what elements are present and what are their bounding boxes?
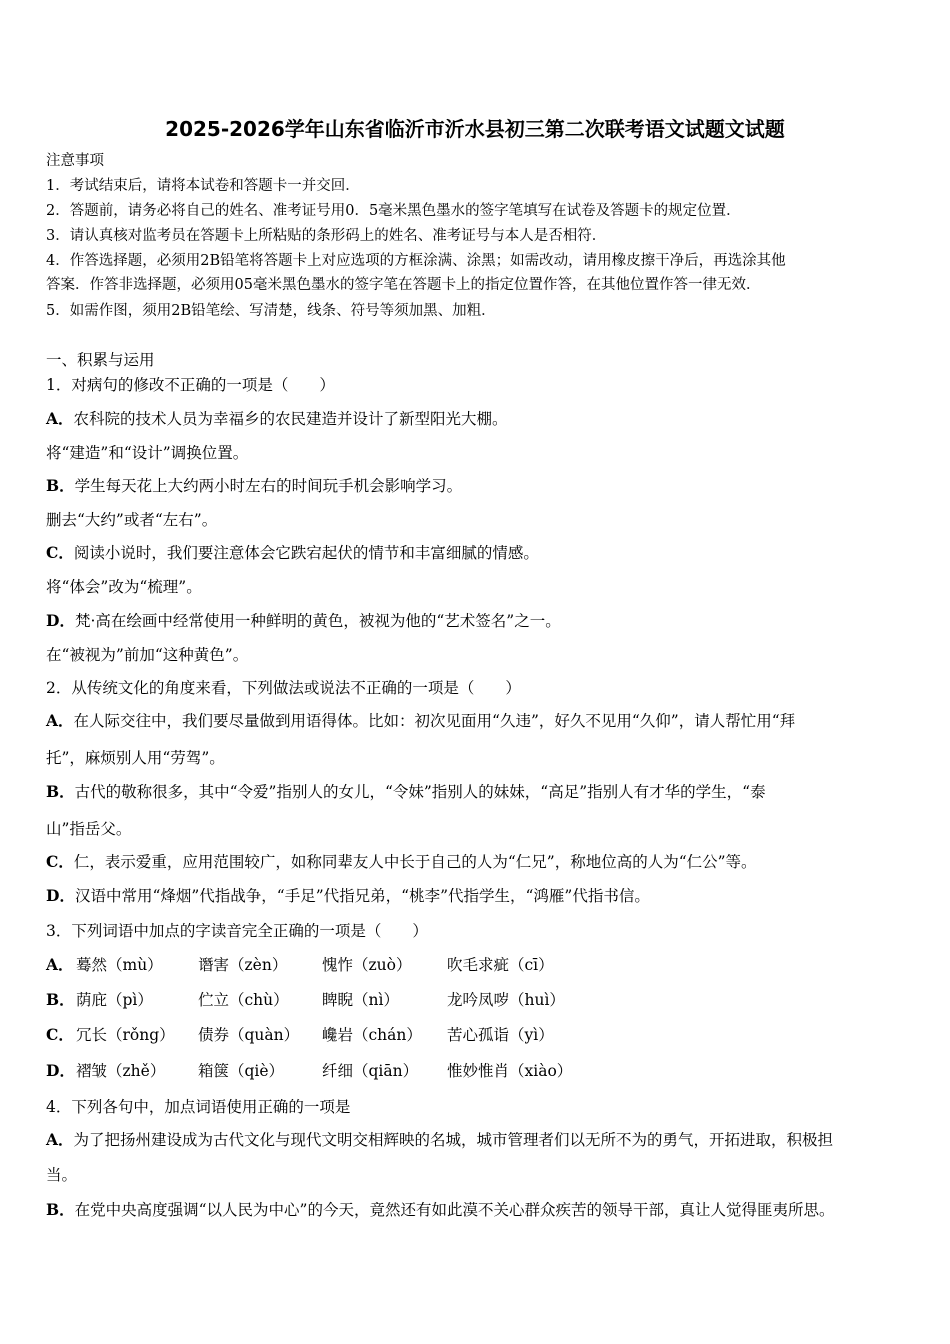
word-option: 龙吟凤哕（huì） [447,991,565,1009]
word-option: 睥睨（nì） [322,991,399,1009]
word-option: 惟妙惟肖（xiào） [447,1062,573,1080]
word-option: 债券（quàn） [198,1026,300,1044]
word-option: 伫立（chù） [198,991,289,1009]
word-option: 冗长（rǒng） [76,1026,175,1044]
question-line [46,510,217,530]
word-option: 箱箧（qiè） [198,1062,285,1080]
question-line [46,782,766,802]
question-line [46,886,650,906]
note-item: 答案．作答非选择题，必须用05毫米黑色墨水的签字笔在答题卡上的指定位置作答，在其他位置作答一律无效． [46,277,761,293]
option-text: 当。 [46,1166,78,1184]
word-option: 蓦然（mù） [76,956,163,974]
option-label: A． [46,711,74,730]
section-heading: 一、积累与运用 [46,351,155,369]
note-item: 1．考试结束后，请将本试卷和答题卡一并交回． [46,178,360,194]
option-text: 山”指岳父。 [46,820,132,838]
question-line [46,748,225,768]
word-option: 谮害（zèn） [198,956,288,974]
option-text: 在人际交往中，我们要尽量做到用语得体。比如：初次见面用“久违”，好久不见用“久仰”，请人帮忙用“拜 [73,712,796,730]
option-label: A． [46,1130,74,1149]
question-line [46,543,539,563]
note-item: 2．答题前，请务必将自己的姓名、准考证号用0．5毫米黑色墨水的签字笔填写在试卷及答题卡的规定位置． [46,203,741,219]
option-label: C． [46,852,74,871]
option-label: B． [46,1200,75,1219]
question-line [46,476,462,496]
question-stem: 2．从传统文化的角度来看，下列做法或说法不正确的一项是（ ） [46,679,521,697]
option-text: 阅读小说时，我们要注意体会它跌宕起伏的情节和丰富细腻的情感。 [73,544,539,562]
word-option: 纤细（qiān） [322,1062,419,1080]
option-label: C． [46,543,74,562]
question-stem: 4．下列各句中，加点词语使用正确的一项是 [46,1098,351,1116]
notes-heading: 注意事项 [46,153,104,169]
question-line [46,1200,834,1220]
option-text: 在“被视为”前加“这种黄色”。 [46,646,249,664]
option-text: 汉语中常用“烽烟”代指战争，“手足”代指兄弟，“桃李”代指学生，“鸿雁”代指书信。 [74,887,650,905]
question-line [46,577,202,597]
option-label: D． [46,1061,75,1080]
option-text: 将“体会”改为“梳理”。 [46,578,202,596]
option-text: 学生每天花上大约两小时左右的时间玩手机会影响学习。 [74,477,463,495]
word-option: 褶皱（zhě） [76,1062,166,1080]
word-option: 苦心孤诣（yì） [447,1026,554,1044]
question-line [46,852,757,872]
word-option: 巉岩（chán） [322,1026,422,1044]
option-text: 删去“大约”或者“左右”。 [46,511,218,529]
question-line [46,611,561,631]
question-line [46,1130,833,1150]
question-stem: 1．对病句的修改不正确的一项是（ ） [46,376,335,394]
question-line [46,711,795,731]
word-option: 荫庇（pì） [76,991,153,1009]
note-item: 4．作答选择题，必须用2B铅笔将答题卡上对应选项的方框涂满、涂黑；如需改动，请用橡皮擦干净后，再选涂其他 [46,253,786,269]
question-line [46,1165,77,1185]
option-label: D． [46,611,75,630]
option-label: B． [46,990,75,1009]
option-text: 梵·高在绘画中经常使用一种鲜明的黄色，被视为他的“艺术签名”之一。 [74,612,561,630]
option-label: A． [46,409,74,428]
option-label: D． [46,886,75,905]
option-label: A． [46,955,74,974]
question-line [46,409,508,429]
page-title: 2025-2026学年山东省临沂市沂水县初三第二次联考语文试题文试题 [165,117,785,141]
note-item: 3．请认真核对监考员在答题卡上所粘贴的条形码上的姓名、准考证号与本人是否相符． [46,228,607,244]
option-text: 将“建造”和“设计”调换位置。 [46,444,249,462]
word-option: 愧怍（zuò） [322,956,412,974]
option-label: C． [46,1025,74,1044]
option-text: 托”，麻烦别人用“劳驾”。 [46,749,225,767]
option-text: 古代的敬称很多，其中“令爱”指别人的女儿，“令妹”指别人的妹妹，“高足”指别人有才华的学生，“泰 [74,783,766,801]
note-item: 5．如需作图，须用2B铅笔绘、写清楚，线条、符号等须加黑、加粗． [46,303,496,319]
question-line [46,443,248,463]
option-text: 为了把扬州建设成为古代文化与现代文明交相辉映的名城，城市管理者们以无所不为的勇气，开拓进取，积极担 [73,1131,834,1149]
question-line [46,819,131,839]
word-option: 吹毛求疵（cī） [447,956,554,974]
question-line [46,645,248,665]
option-text: 在党中央高度强调“以人民为中心”的今天，竟然还有如此漠不关心群众疾苦的领导干部，真让人觉得匪夷所思。 [74,1201,835,1219]
option-text: 仁，表示爱重，应用范围较广，如称同辈友人中长于自己的人为“仁兄”，称地位高的人为“仁公”等。 [73,853,757,871]
option-text: 农科院的技术人员为幸福乡的农民建造并设计了新型阳光大棚。 [73,410,508,428]
question-stem: 3．下列词语中加点的字读音完全正确的一项是（ ） [46,922,428,940]
option-label: B． [46,782,75,801]
option-label: B． [46,476,75,495]
